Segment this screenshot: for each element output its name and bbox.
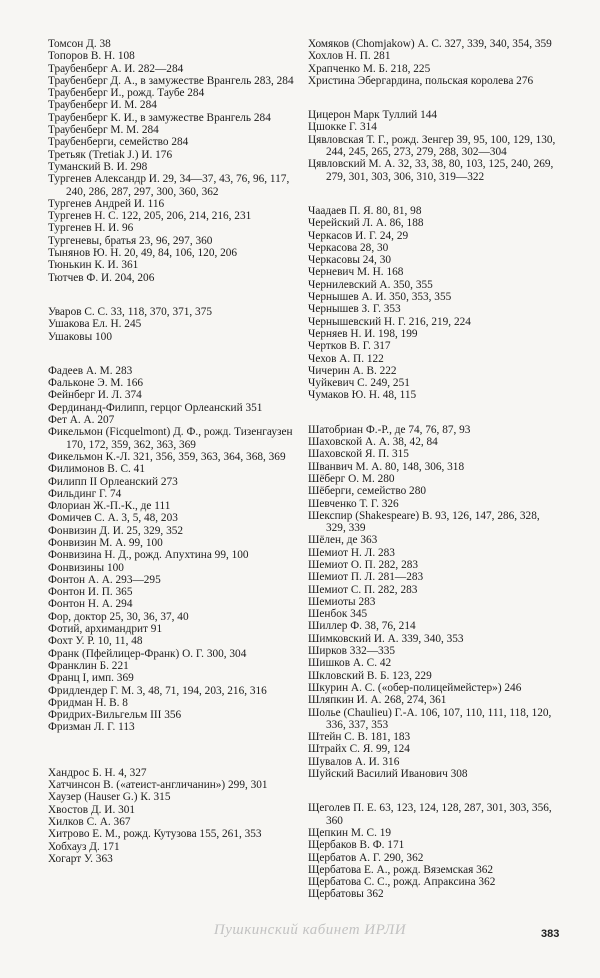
index-entry: Шемиот С. П. 282, 283 [308,583,418,596]
index-entry: Фердинанд-Филипп, герцог Орлеанский 351 [48,401,263,414]
index-entry: Шванвич М. А. 80, 148, 306, 318 [308,460,465,473]
index-entry: Шувалов А. И. 316 [308,755,400,768]
index-entry: Туманский В. И. 298 [48,160,148,173]
index-entry: Щербатова С. С., рожд. Апраксина 362 [308,876,496,889]
index-entry: Траубенберги, семейство 284 [48,136,189,149]
index-entry: Шёлен, де 363 [308,534,378,547]
index-entry: Христина Эбергардина, польская королева 276 [308,74,534,87]
index-entry: Щербатова Е. А., рожд. Вяземская 362 [308,863,494,876]
index-entry: Тургеневы, братья 23, 96, 297, 360 [48,234,213,247]
section-gap [308,402,558,424]
index-entry: Фонтон Н. А. 294 [48,598,133,611]
section-gap [48,343,298,365]
index-entry: Фор, доктор 25, 30, 36, 37, 40 [48,610,189,623]
index-entry: Черейский Л. А. 86, 188 [308,217,424,230]
index-entry: Чичерин А. В. 222 [308,364,397,377]
index-entry: Фонвизина Н. Д., рожд. Апухтина 99, 100 [48,549,249,562]
index-entry: Чернышев З. Г. 353 [308,303,401,316]
index-entry: Шенбок 345 [308,608,368,621]
index-entry: Фохт У. Р. 10, 11, 48 [48,635,143,648]
index-entry: Тургенев Н. С. 122, 205, 206, 214, 216, 231 [48,210,252,223]
index-entry: Шемиот Н. Л. 283 [308,546,395,559]
index-entry: Траубенберг Д. А., в замужестве Врангель 283, 284 [48,74,294,87]
index-entry: Хитрово Е. М., рожд. Кутузова 155, 261, 353 [48,828,262,841]
index-entry: Фомичев С. А. 3, 5, 48, 203 [48,512,178,525]
index-entry: Черняев Н. И. 198, 199 [308,327,418,340]
index-entry: Уваров С. С. 33, 118, 370, 371, 375 [48,305,212,318]
index-entry: Штрайх С. Я. 99, 124 [308,743,410,756]
index-entry: Шаховской А. А. 38, 42, 84 [308,436,438,449]
index-entry: Траубенберг И. М. 284 [48,99,157,112]
index-entry: Франк (Пфейлицер-Франк) О. Г. 300, 304 [48,647,247,660]
section-gap [308,183,558,205]
index-entry: Шекспир (Shakespeare) В. 93, 126, 147, 286, 328, 329, 339 [308,509,540,535]
index-entry: Фризман Л. Г. 113 [48,721,135,734]
index-entry: Фотий, архимандрит 91 [48,623,163,636]
index-entry: Шатобриан Ф.-Р., де 74, 76, 87, 93 [308,423,471,436]
section-gap [308,87,558,109]
index-entry: Чернилевский А. 350, 355 [308,278,433,291]
index-entry: Щербатовы 362 [308,888,384,901]
index-column-right [308,38,558,901]
index-entry: Черневич М. Н. 168 [308,266,404,279]
index-entry: Щеголев П. Е. 63, 123, 124, 128, 287, 301, 303, 356, 360 [308,802,552,827]
index-entry: Франц I, имп. 369 [48,672,134,685]
index-entry: Шимковский И. А. 339, 340, 353 [308,632,464,645]
index-entry: Чаадаев П. Я. 80, 81, 98 [308,204,422,217]
index-entry: Фейнберг И. Л. 374 [48,389,142,402]
index-entry: Черкасова 28, 30 [308,241,389,254]
index-entry: Хвостов Д. И. 301 [48,803,136,816]
index-entry: Фальконе Э. М. 166 [48,377,144,390]
index-entry: Шёберги, семейство 280 [308,485,426,498]
index-entry: Филимонов В. С. 41 [48,463,145,476]
index-entry: Чуйкевич С. 249, 251 [308,377,410,390]
index-entry: Чернышевский Н. Г. 216, 219, 224 [308,315,471,328]
index-entry: Томсон Д. 38 [48,38,111,50]
index-entry: Шолье (Chaulieu) Г.-А. 106, 107, 110, 111, 118, 120, 336, 337, 353 [308,706,552,731]
index-entry: Цявловский М. А. 32, 33, 38, 80, 103, 125, 240, 269, 279, 301, 303, 306, 310, 319—322 [308,158,554,183]
index-entry: Фонвизин М. А. 99, 100 [48,536,163,549]
index-entry: Тюнькин К. И. 361 [48,259,139,272]
index-entry: Фридрих-Вильгельм III 356 [48,709,182,722]
index-entry: Траубенберг К. И., в замужестве Врангель 284 [48,111,271,124]
index-entry: Цшокке Г. 314 [308,121,377,134]
index-entry: Траубенберг М. М. 284 [48,124,159,137]
index-entry: Флориан Ж.-П.-К., де 111 [48,500,171,513]
index-entry: Шёберг О. М. 280 [308,472,395,485]
section-gap [48,756,298,767]
index-entry: Фридман Н. В. 8 [48,696,128,709]
index-entry: Шуйский Василий Иванович 308 [308,768,468,781]
index-entry: Фикельмон К.-Л. 321, 356, 359, 363, 364, 368, 369 [48,450,286,463]
index-entry: Тургенев Н. И. 96 [48,222,134,235]
index-entry: Ушакова Ел. Н. 245 [48,318,142,331]
index-entry: Траубенберг А. И. 282—284 [48,62,184,75]
index-entry: Тютчев Ф. И. 204, 206 [48,271,155,284]
index-entry: Цявловская Т. Г., рожд. Зенгер 39, 95, 100, 129, 130, 244, 245, 265, 273, 279, 288, 302—304 [308,133,556,159]
index-entry: Хаузер (Hauser G.) К. 315 [48,791,171,804]
index-entry: Фонтон И. П. 365 [48,586,133,599]
index-entry: Фет А. А. 207 [48,414,115,427]
index-entry: Шевченко Т. Г. 326 [308,497,399,510]
index-entry: Щепкин М. С. 19 [308,826,392,839]
index-entry: Щербатов А. Г. 290, 362 [308,851,424,864]
watermark: Пушкинский кабинет ИРЛИ [213,922,407,938]
index-entry: Щербаков В. Ф. 171 [308,839,405,852]
index-entry: Фридлендер Г. М. 3, 48, 71, 194, 203, 216, 316 [48,684,267,697]
section-gap [48,734,298,756]
index-entry: Фадеев А. М. 283 [48,364,133,377]
index-entry: Храпченко М. Б. 218, 225 [308,62,431,75]
index-entry: Хомяков (Chomjakow) А. С. 327, 339, 340, 354, 359 [308,38,552,50]
index-entry: Фикельмон (Ficquelmont) Д. Ф., рожд. Тизенгаузен 170, 172, 359, 362, 363, 369 [48,426,293,451]
index-entry: Фонтон А. А. 293—295 [48,573,161,586]
index-entry: Штейн С. В. 181, 183 [308,731,411,744]
index-entry: Шемиот П. Л. 281—283 [308,571,424,584]
index-entry: Третьяк (Tretiak J.) И. 176 [48,148,173,161]
index-entry: Шаховской Я. П. 315 [308,448,409,461]
index-entry: Фонвизины 100 [48,561,124,574]
index-entry: Черкасовы 24, 30 [308,254,391,267]
index-entry: Чумаков Ю. Н. 48, 115 [308,389,417,402]
index-entry: Тургенев Александр И. 29, 34—37, 43, 76, 96, 117, 240, 286, 287, 297, 300, 360, 362 [48,173,290,198]
index-entry: Филипп II Орлеанский 273 [48,475,178,488]
index-entry: Фонвизин Д. И. 25, 329, 352 [48,524,184,537]
index-entry: Хилков С. А. 367 [48,815,131,828]
index-entry: Чернышев А. И. 350, 353, 355 [308,291,452,304]
index-entry: Чертков В. Г. 317 [308,340,391,353]
index-entry: Тынянов Ю. Н. 20, 49, 84, 106, 120, 206 [48,247,238,260]
index-entry: Шляпкин И. А. 268, 274, 361 [308,694,447,707]
index-entry: Хохлов Н. П. 281 [308,50,391,63]
index-entry: Черкасов И. Г. 24, 29 [308,229,409,242]
index-entry: Хобхауз Д. 171 [48,840,120,853]
index-entry: Хатчинсон В. («атеист-англичанин») 299, 301 [48,779,268,792]
index-entry: Ширков 332—335 [308,645,395,658]
index-entry: Ушаковы 100 [48,330,112,343]
index-entry: Франклин Б. 221 [48,659,129,672]
index-entry: Хогарт У. 363 [48,852,113,865]
index-column-left [48,38,298,865]
index-entry: Траубенберг И., рожд. Таубе 284 [48,87,205,100]
index-entry: Фильдинг Г. 74 [48,487,122,500]
index-entry: Шкурин А. С. («обер-полицеймейстер») 246 [308,681,522,694]
index-entry: Топоров В. Н. 108 [48,50,135,63]
index-entry: Тургенев Андрей И. 116 [48,197,165,210]
section-gap [48,284,298,306]
section-gap [308,780,558,802]
page-number: 383 [541,928,560,940]
index-entry: Шемиоты 283 [308,595,376,608]
index-entry: Шемиот О. П. 282, 283 [308,558,419,571]
index-entry: Шкловский В. Б. 123, 229 [308,669,432,682]
index-entry: Шиллер Ф. 38, 76, 214 [308,620,416,633]
index-entry: Цицерон Марк Туллий 144 [308,109,438,122]
index-entry: Хандрос Б. Н. 4, 327 [48,766,147,779]
index-entry: Шишков А. С. 42 [308,657,392,670]
index-entry: Чехов А. П. 122 [308,352,384,365]
